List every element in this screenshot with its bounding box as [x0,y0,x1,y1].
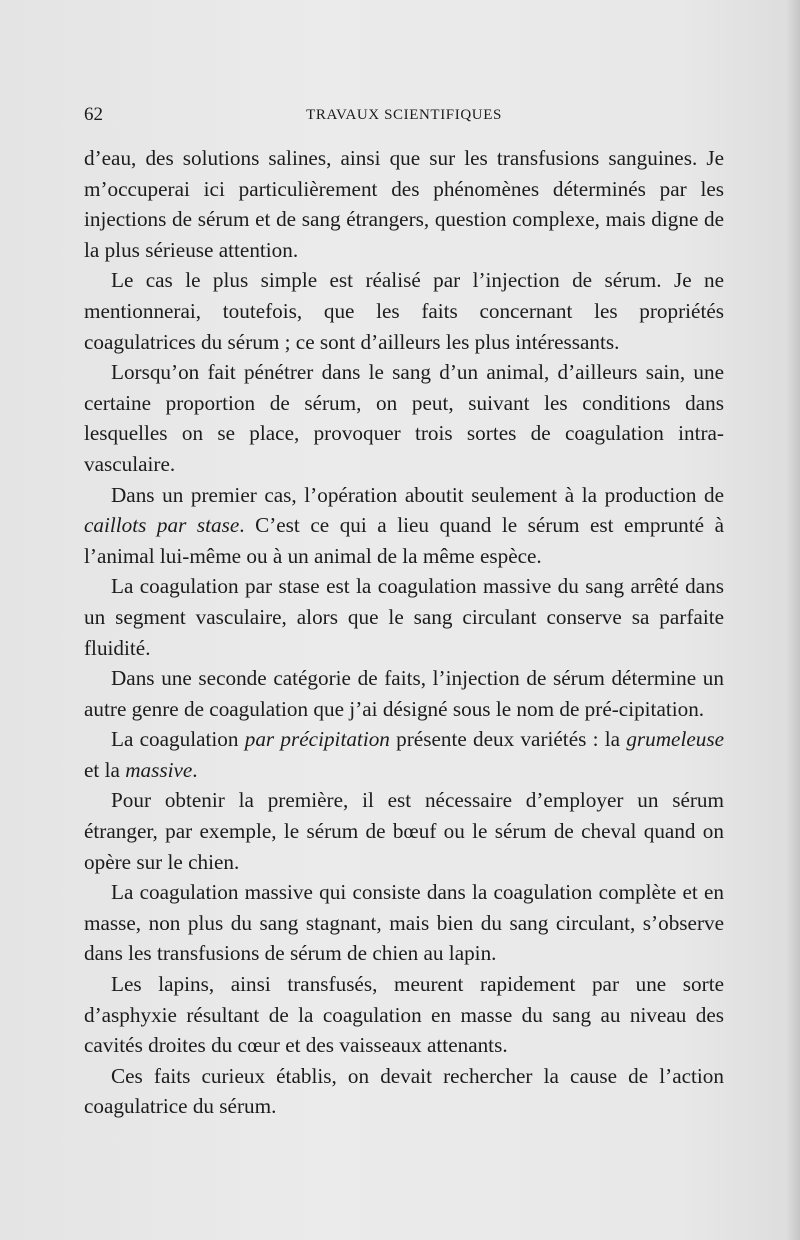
paragraph-9 [84,877,724,969]
text-run: Pour obtenir la première, il est nécessaire d’employer un sérum étranger, par exemple, le sérum de bœuf ou le sérum de cheval quand on opère sur le chien. [84,788,724,874]
text-run: La coagulation par stase est la coagulation massive du sang arrêté dans un segment vasculaire, alors que le sang circulant conserve sa parfaite fluidité. [84,574,724,660]
paragraph-8 [84,785,724,877]
text-run: Dans un premier cas, l’opération aboutit seulement à la production de [111,482,724,507]
paragraph-10 [84,969,724,1061]
text-run: Ces faits curieux établis, on devait rechercher la cause de l’action coagulatrice du sérum. [84,1063,724,1119]
text-run: La coagulation [111,727,245,752]
page-edge-shadow [786,0,800,1240]
paragraph-3 [84,357,724,479]
text-run: . C’est ce qui a lieu quand le sérum est emprunté à l’animal lui-même ou à un animal de la même espèce. [84,513,724,568]
text-run: Dans une seconde catégorie de faits, l’injection de sérum détermine un autre genre de coagulation que j’ai désigné sous le nom de pré-cipitation. [84,666,724,721]
text-run: d’eau, des solutions salines, ainsi que sur les transfusions sanguines. Je m’occuperai ici particulièrement des phénomènes déterminés par les injections de sérum et de sang étrangers, question complexe, mais digne de la plus sérieuse attention. [84,146,724,262]
italic-phrase: caillots par stase [84,513,240,538]
page-header [84,104,724,132]
paragraph-7 [84,724,724,785]
paragraph-5 [84,571,724,663]
text-run: . [192,757,198,782]
paragraph-1 [84,143,724,265]
italic-phrase: grumeleuse [626,727,724,752]
text-run: Les lapins, ainsi transfusés, meurent rapidement par une sorte d’asphyxie résultant de la coagulation en masse du sang au niveau des cavités droites du cœur et des vaisseaux attenants. [84,972,724,1058]
paragraph-4 [84,480,724,572]
body-text [84,143,724,1122]
paragraph-2 [84,265,724,357]
text-run: présente deux variétés : la [389,727,627,752]
italic-phrase: massive [125,757,193,782]
text-run: et la [84,757,126,782]
text-run: La coagulation massive qui consiste dans la coagulation complète et en masse, non plus du sang stagnant, mais bien du sang circulant, s’observe dans les transfusions de sérum de chien au lapin. [84,880,724,966]
italic-phrase: par précipitation [244,727,390,752]
text-run: Le cas le plus simple est réalisé par l’injection de sérum. Je ne mentionnerai, toutefois, que les faits concernant les propriétés coagulatrices du sérum ; ce sont d’ailleurs les plus intéressants. [84,268,724,354]
page-number: 62 [84,104,103,125]
text-run: Lorsqu’on fait pénétrer dans le sang d’un animal, d’ailleurs sain, une certaine proportion de sérum, on peut, suivant les conditions dans lesquelles on se place, provoquer trois sortes de coagulation intra-vasculaire. [84,360,724,476]
paragraph-6 [84,663,724,724]
running-title: TRAVAUX SCIENTIFIQUES [306,107,502,123]
paragraph-11 [84,1061,724,1122]
